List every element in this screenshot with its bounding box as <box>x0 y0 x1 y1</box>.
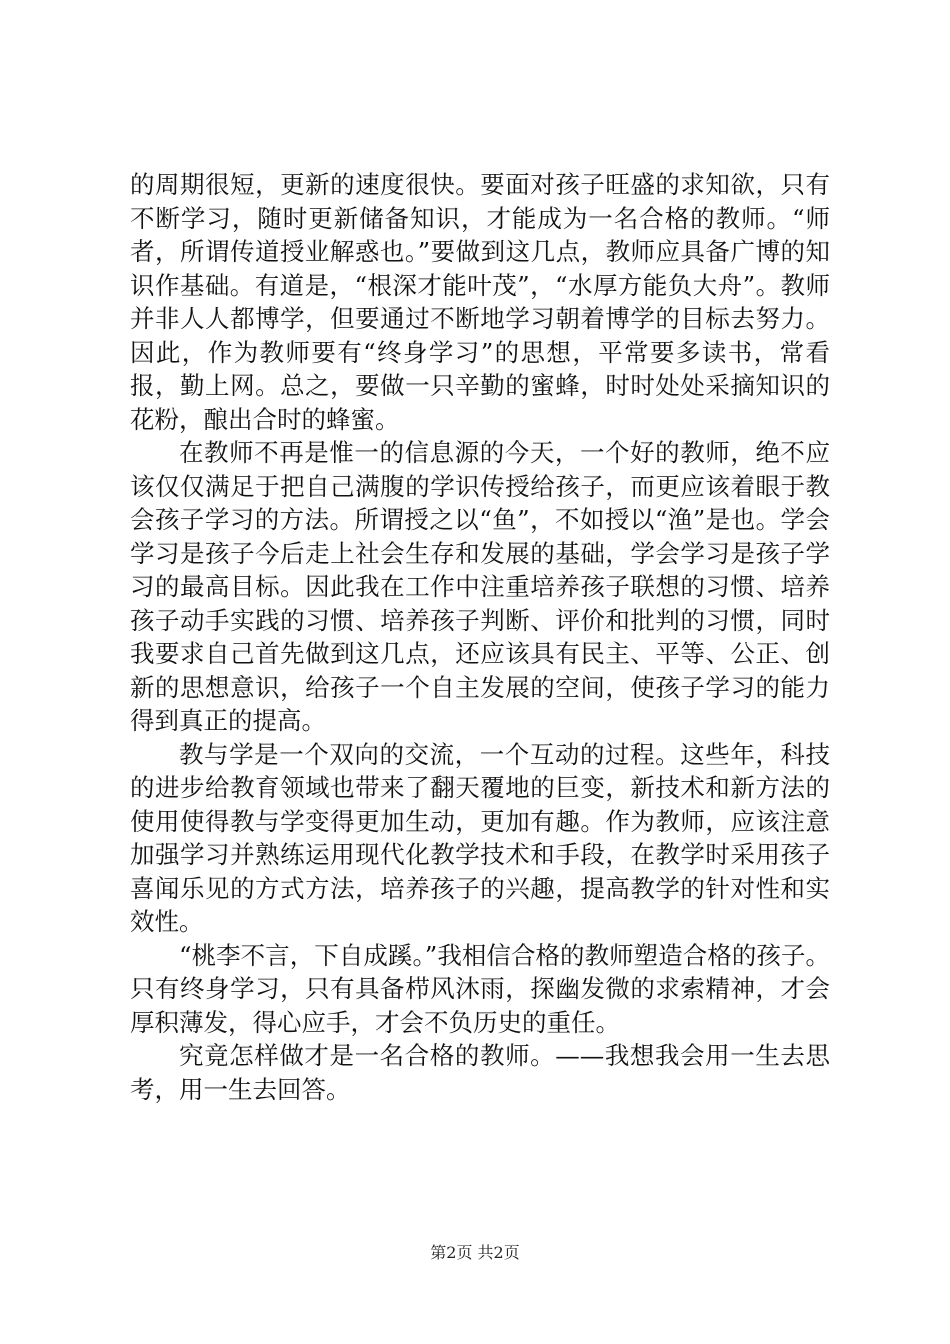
paragraph-continued: 的周期很短，更新的速度很快。要面对孩子旺盛的求知欲，只有不断学习，随时更新储备知识，才能成为一名合格的教师。“师者，所谓传道授业解惑也。”要做到这几点，教师应具备广博的知识作基础。有道是，“根深才能叶茂”，“水厚方能负大舟”。教师并非人人都博学，但要通过不断地学习朝着博学的目标去努力。因此，作为教师要有“终身学习”的思想，平常要多读书，常看报，勤上网。总之，要做一只辛勤的蜜蜂，时时处处采摘知识的花粉，酿出合时的蜂蜜。 <box>130 170 830 434</box>
paragraph-teaching-interaction: 教与学是一个双向的交流，一个互动的过程。这些年，科技的进步给教育领域也带来了翻天覆地的巨变，新技术和新方法的使用使得教与学变得更加生动，更加有趣。作为教师，应该注意加强学习并熟练运用现代化教学技术和手段，在教学时采用孩子喜闻乐见的方式方法，培养孩子的兴趣，提高教学的针对性和实效性。 <box>130 739 830 936</box>
paragraph-learning-methods: 在教师不再是惟一的信息源的今天，一个好的教师，绝不应该仅仅满足于把自己满腹的学识传授给孩子，而更应该着眼于教会孩子学习的方法。所谓授之以“鱼”，不如授以“渔”是也。学会学习是孩子今后走上社会生存和发展的基础，学会学习是孩子学习的最高目标。因此我在工作中注重培养孩子联想的习惯、培养孩子动手实践的习惯、培养孩子判断、评价和批判的习惯，同时我要求自己首先做到这几点，还应该具有民主、平等、公正、创新的思想意识，给孩子一个自主发展的空间，使孩子学习的能力得到真正的提高。 <box>130 438 830 735</box>
document-body <box>130 168 830 1106</box>
paragraph-conclusion: 究竟怎样做才是一名合格的教师。——我想我会用一生去思考，用一生去回答。 <box>130 1041 830 1104</box>
paragraph-peach-plum: “桃李不言，下自成蹊。”我相信合格的教师塑造合格的孩子。只有终身学习，只有具备栉风沐雨，探幽发微的求索精神，才会厚积薄发，得心应手，才会不负历史的重任。 <box>130 940 830 1037</box>
page-footer: 第2页 共2页 <box>430 1243 520 1262</box>
